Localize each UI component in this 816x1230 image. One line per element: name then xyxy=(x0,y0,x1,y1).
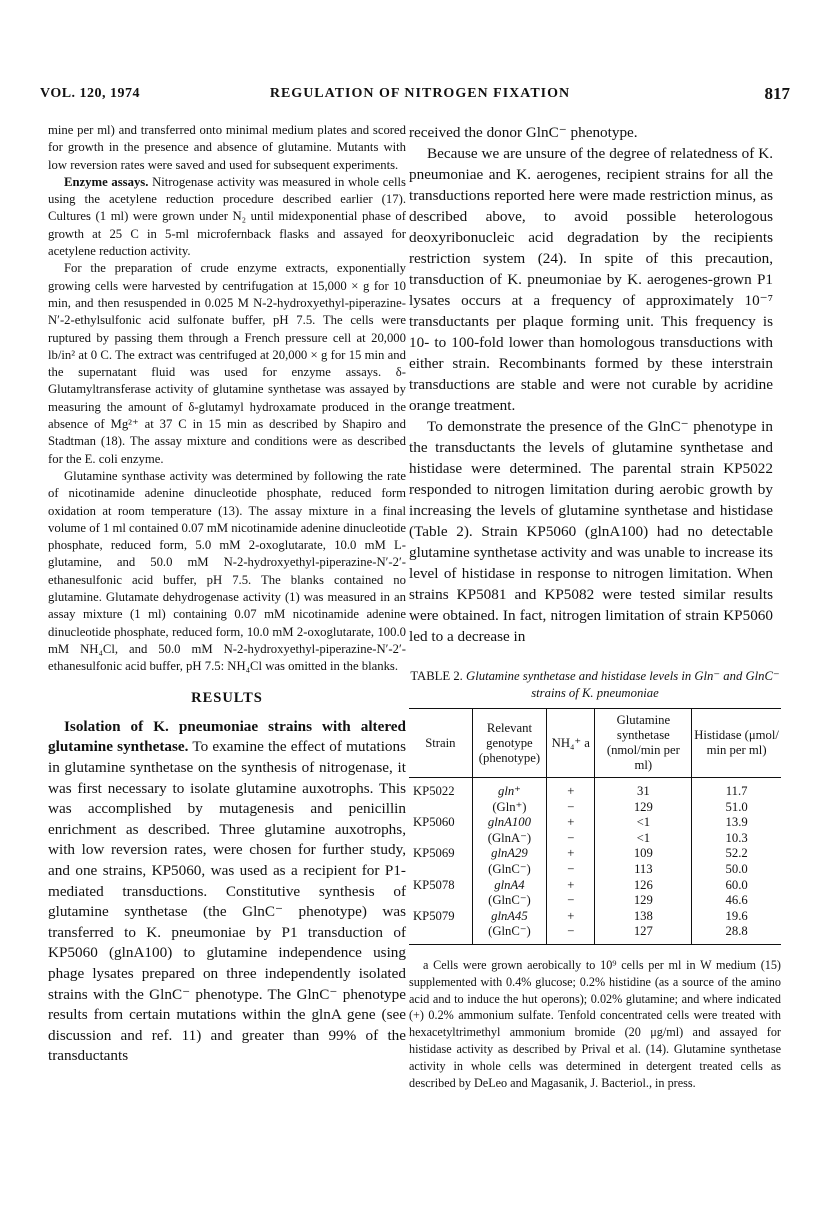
paragraph xyxy=(48,174,406,260)
cell-glutamine-synthetase: 31 xyxy=(595,778,692,800)
cell-glutamine-synthetase: 113 xyxy=(595,862,692,878)
running-title: REGULATION OF NITROGEN FIXATION xyxy=(269,86,571,101)
table-row xyxy=(409,909,781,925)
cell-genotype: glnA4 xyxy=(472,878,546,894)
cell-strain xyxy=(409,924,472,944)
table-2 xyxy=(409,668,781,1104)
cell-strain: KP5078 xyxy=(413,877,455,892)
table-caption xyxy=(409,668,781,702)
paragraph: To demonstrate the presence of the GlnC⁻ phenotype in the transductants the levels of glutamine synthetase and histidase were determined. The parental strain KP5022 responded to nitrogen limitation during aerobic growth by increasing the levels of glutamine synthetase and histidase (Table 2). Strain KP5060 (glnA100) had no detectable glutamine synthetase activity and was unable to increase its level of histidase in response to nitrogen limitation. When strains KP5081 and KP5082 were tested similar results were obtained. In fact, nitrogen limitation of strain KP5060 led to a decrease in xyxy=(409,418,773,645)
cell-genotype: glnA100 xyxy=(472,815,546,831)
page-number: 817 xyxy=(764,84,790,103)
table-row xyxy=(409,893,781,909)
right-column xyxy=(409,122,773,647)
cell-histidase: 19.6 xyxy=(692,909,781,925)
table-row xyxy=(409,815,781,831)
cell-histidase: 13.9 xyxy=(692,815,781,831)
cell-histidase: 60.0 xyxy=(692,878,781,894)
column-header-strain: Strain xyxy=(409,709,472,778)
cell-genotype: gln⁺ xyxy=(472,778,546,800)
cell-strain: KP5060 xyxy=(413,815,455,830)
cell-glutamine-synthetase: 109 xyxy=(595,846,692,862)
cell-glutamine-synthetase: 129 xyxy=(595,800,692,816)
cell-glutamine-synthetase: 138 xyxy=(595,909,692,925)
page-header xyxy=(40,86,800,108)
table-row xyxy=(409,878,781,894)
paragraph xyxy=(48,717,406,1067)
table-row xyxy=(409,846,781,862)
cell-nh4: − xyxy=(547,924,595,944)
table-row xyxy=(409,778,781,800)
cell-histidase: 28.8 xyxy=(692,924,781,944)
cell-strain: KP5022 xyxy=(413,784,455,798)
paragraph: received the donor GlnC⁻ phenotype. xyxy=(409,124,638,141)
cell-strain: KP5069 xyxy=(413,846,455,861)
cell-genotype: (GlnC⁻) xyxy=(472,862,546,878)
cell-histidase: 46.6 xyxy=(692,893,781,909)
cell-strain: KP5079 xyxy=(413,908,455,923)
table-row xyxy=(409,862,781,878)
paragraph: Because we are unsure of the degree of relatedness of K. pneumoniae and K. aerogenes, recipient strains for all the transductions reported here were made restriction minus, as described above, to avoid possible heterologous deoxyribonucleic acid degradation by the recipients restriction system (24). In spite of this precaution, transduction of K. pneumoniae by K. aerogenes-grown P1 lysates occurs at a frequency of approximately 10⁻⁷ transductants per plaque forming unit. This frequency is 10- to 100-fold lower than homologous transductions with either strain. Recombinants formed by these interstrain transductions are stable and were not curable by acridine orange treatment. xyxy=(409,145,773,414)
cell-nh4: + xyxy=(547,815,595,831)
paragraph: mine per ml) and transferred onto minimal medium plates and scored for growth in the presence and absence of glutamine. Mutants with low reversion rates were saved and used for subsequent experiments. xyxy=(48,123,406,172)
table-row xyxy=(409,924,781,944)
cell-histidase: 52.2 xyxy=(692,846,781,862)
table-caption-text: Glutamine synthetase and histidase levels in Gln⁻ and GlnC⁻ strains of K. pneumoniae xyxy=(466,669,780,700)
section-runin-heading: Isolation of K. pneumoniae strains with altered glutamine synthetase. xyxy=(48,717,406,756)
cell-genotype: (Gln⁺) xyxy=(472,800,546,816)
cell-nh4: − xyxy=(547,831,595,847)
column-header-nh4: NH₄⁺ a xyxy=(547,709,595,778)
table-footnote: a Cells were grown aerobically to 10⁹ cells per ml in W medium (15) supplemented with 0.4% glucose; 0.2% histidine (as a source of the amino acid and to induce the hut operons); 0.02% glutamine; and where indicated (+) 0.2% ammonium sulfate. Tenfold concentrated cells were treated with hexacetyltrimethyl ammonium bromide (20 μg/ml) and assayed for histidase activity as described by Prival et al. (14). Glutamine synthetase activity in whole cells was determined in detergent treated cells as described by DeLeo and Magasanik, J. Bacteriol., in press. xyxy=(409,957,781,1090)
cell-histidase: 50.0 xyxy=(692,862,781,878)
cell-histidase: 51.0 xyxy=(692,800,781,816)
cell-nh4: + xyxy=(547,846,595,862)
cell-glutamine-synthetase: 129 xyxy=(595,893,692,909)
cell-nh4: − xyxy=(547,800,595,816)
cell-glutamine-synthetase: <1 xyxy=(595,815,692,831)
cell-genotype: glnA45 xyxy=(472,909,546,925)
section-runin-heading: Enzyme assays. xyxy=(64,174,149,189)
cell-genotype: (GlnC⁻) xyxy=(472,893,546,909)
table-header-row xyxy=(409,709,781,778)
paragraph-text: Nitrogenase activity was measured in whole cells using the acetylene reduction procedure described earlier (17). Cultures (1 ml) were grown under N₂ until midexponential phase of growth at 25 C in 5-ml microfernback flasks and assayed for acetylene reduction activity. xyxy=(48,174,406,259)
table-label: TABLE 2. xyxy=(410,669,463,683)
cell-nh4: + xyxy=(547,909,595,925)
cell-nh4: − xyxy=(547,862,595,878)
results-heading: RESULTS xyxy=(191,689,263,706)
cell-glutamine-synthetase: 126 xyxy=(595,878,692,894)
cell-nh4: − xyxy=(547,893,595,909)
cell-genotype: glnA29 xyxy=(472,846,546,862)
data-table xyxy=(409,708,781,945)
cell-strain xyxy=(409,862,472,878)
cell-histidase: 11.7 xyxy=(692,778,781,800)
cell-strain xyxy=(409,800,472,816)
cell-glutamine-synthetase: <1 xyxy=(595,831,692,847)
cell-glutamine-synthetase: 127 xyxy=(595,924,692,944)
column-header-histidase: Histidase (μmol/ min per ml) xyxy=(692,709,781,778)
cell-genotype: (GlnC⁻) xyxy=(472,924,546,944)
table-row xyxy=(409,800,781,816)
cell-genotype: (GlnA⁻) xyxy=(472,831,546,847)
cell-histidase: 10.3 xyxy=(692,831,781,847)
left-column xyxy=(48,122,406,1067)
cell-strain xyxy=(409,831,472,847)
column-header-glutamine-synthetase: Glutamine synthetase (nmol/min per ml) xyxy=(595,709,692,778)
cell-nh4: + xyxy=(547,878,595,894)
paragraph-text: To examine the effect of mutations in glutamine synthetase on the synthesis of nitrogenase, it was first necessary to isolate glutamine auxotrophs. This was accomplished by mutagenesis and penicillin enrichment as described. Three glutamine auxotrophs, with low reversion rates, were chosen for further study, and one strains, KP5060, was used as a recipient for P1-mediated transductions. Constitutive synthesis of glutamine synthetase (the GlnC⁻ phenotype) was transferred to K. pneumoniae by P1 transduction of KP5060 (glnA100) to glutamine independence using phage lysates prepared on three independently isolated strains with the GlnC⁻ phenotype. The GlnC⁻ phenotype results from certain mutations within the glnA gene (see discussion and ref. 11) and greater than 99% of the transductants xyxy=(48,738,407,1065)
column-header-genotype: Relevant genotype (phenotype) xyxy=(472,709,546,778)
table-row xyxy=(409,831,781,847)
paragraph: For the preparation of crude enzyme extracts, exponentially growing cells were harvested by centrifugation at 15,000 × g for 10 min, and then resuspended in 0.025 M N-2-hydroxyethyl-piperazine-N′-2-ethylsulfonic acid sulfonate buffer, pH 7.5. The cells were ruptured by passing them through a French pressure cell at 20,000 lb/in² at 0 C. The extract was centrifuged at 20,000 × g for 15 min and the supernatant fluid was used for enzyme assays. δ-Glutamyltransferase activity of glutamine synthetase was assayed by measuring the amount of δ-glutamyl hydroxamate produced in the absence of Mg²⁺ at 37 C in 15 min as described by Shapiro and Stadtman (18). The assay mixture and conditions were as described for the E. coli enzyme. xyxy=(48,261,406,466)
cell-nh4: + xyxy=(547,778,595,800)
cell-strain xyxy=(409,893,472,909)
paragraph: Glutamine synthase activity was determined by following the rate of nicotinamide adenine dinucleotide phosphate, reduced form oxidation at room temperature (13). The assay mixture in a final volume of 1 ml contained 0.07 mM nicotinamide adenine dinucleotide phosphate, reduced form, 5.0 mM 2-oxoglutarate, 10.0 mM L-glutamine, and 50.0 mM N-2-hydroxyethyl-piperazine-N′-2′-ethanesulfonic acid buffer, pH 7.5. The blanks contained no glutamine. Glutamate dehydrogenase activity (1) was measured in an assay mixture (1 ml) containing 0.07 mM nicotinamide adenine dinucleotide phosphate, reduced form, 10.0 mM 2-oxoglutarate, 100.0 mM NH₄Cl, and 50.0 mM N-2-hydroxyethyl-piperazine-N′-2′-ethanesulfonic acid buffer, pH 7.5: NH₄Cl was omitted in the blanks. xyxy=(48,468,406,674)
volume-label: VOL. 120, 1974 xyxy=(40,86,141,101)
